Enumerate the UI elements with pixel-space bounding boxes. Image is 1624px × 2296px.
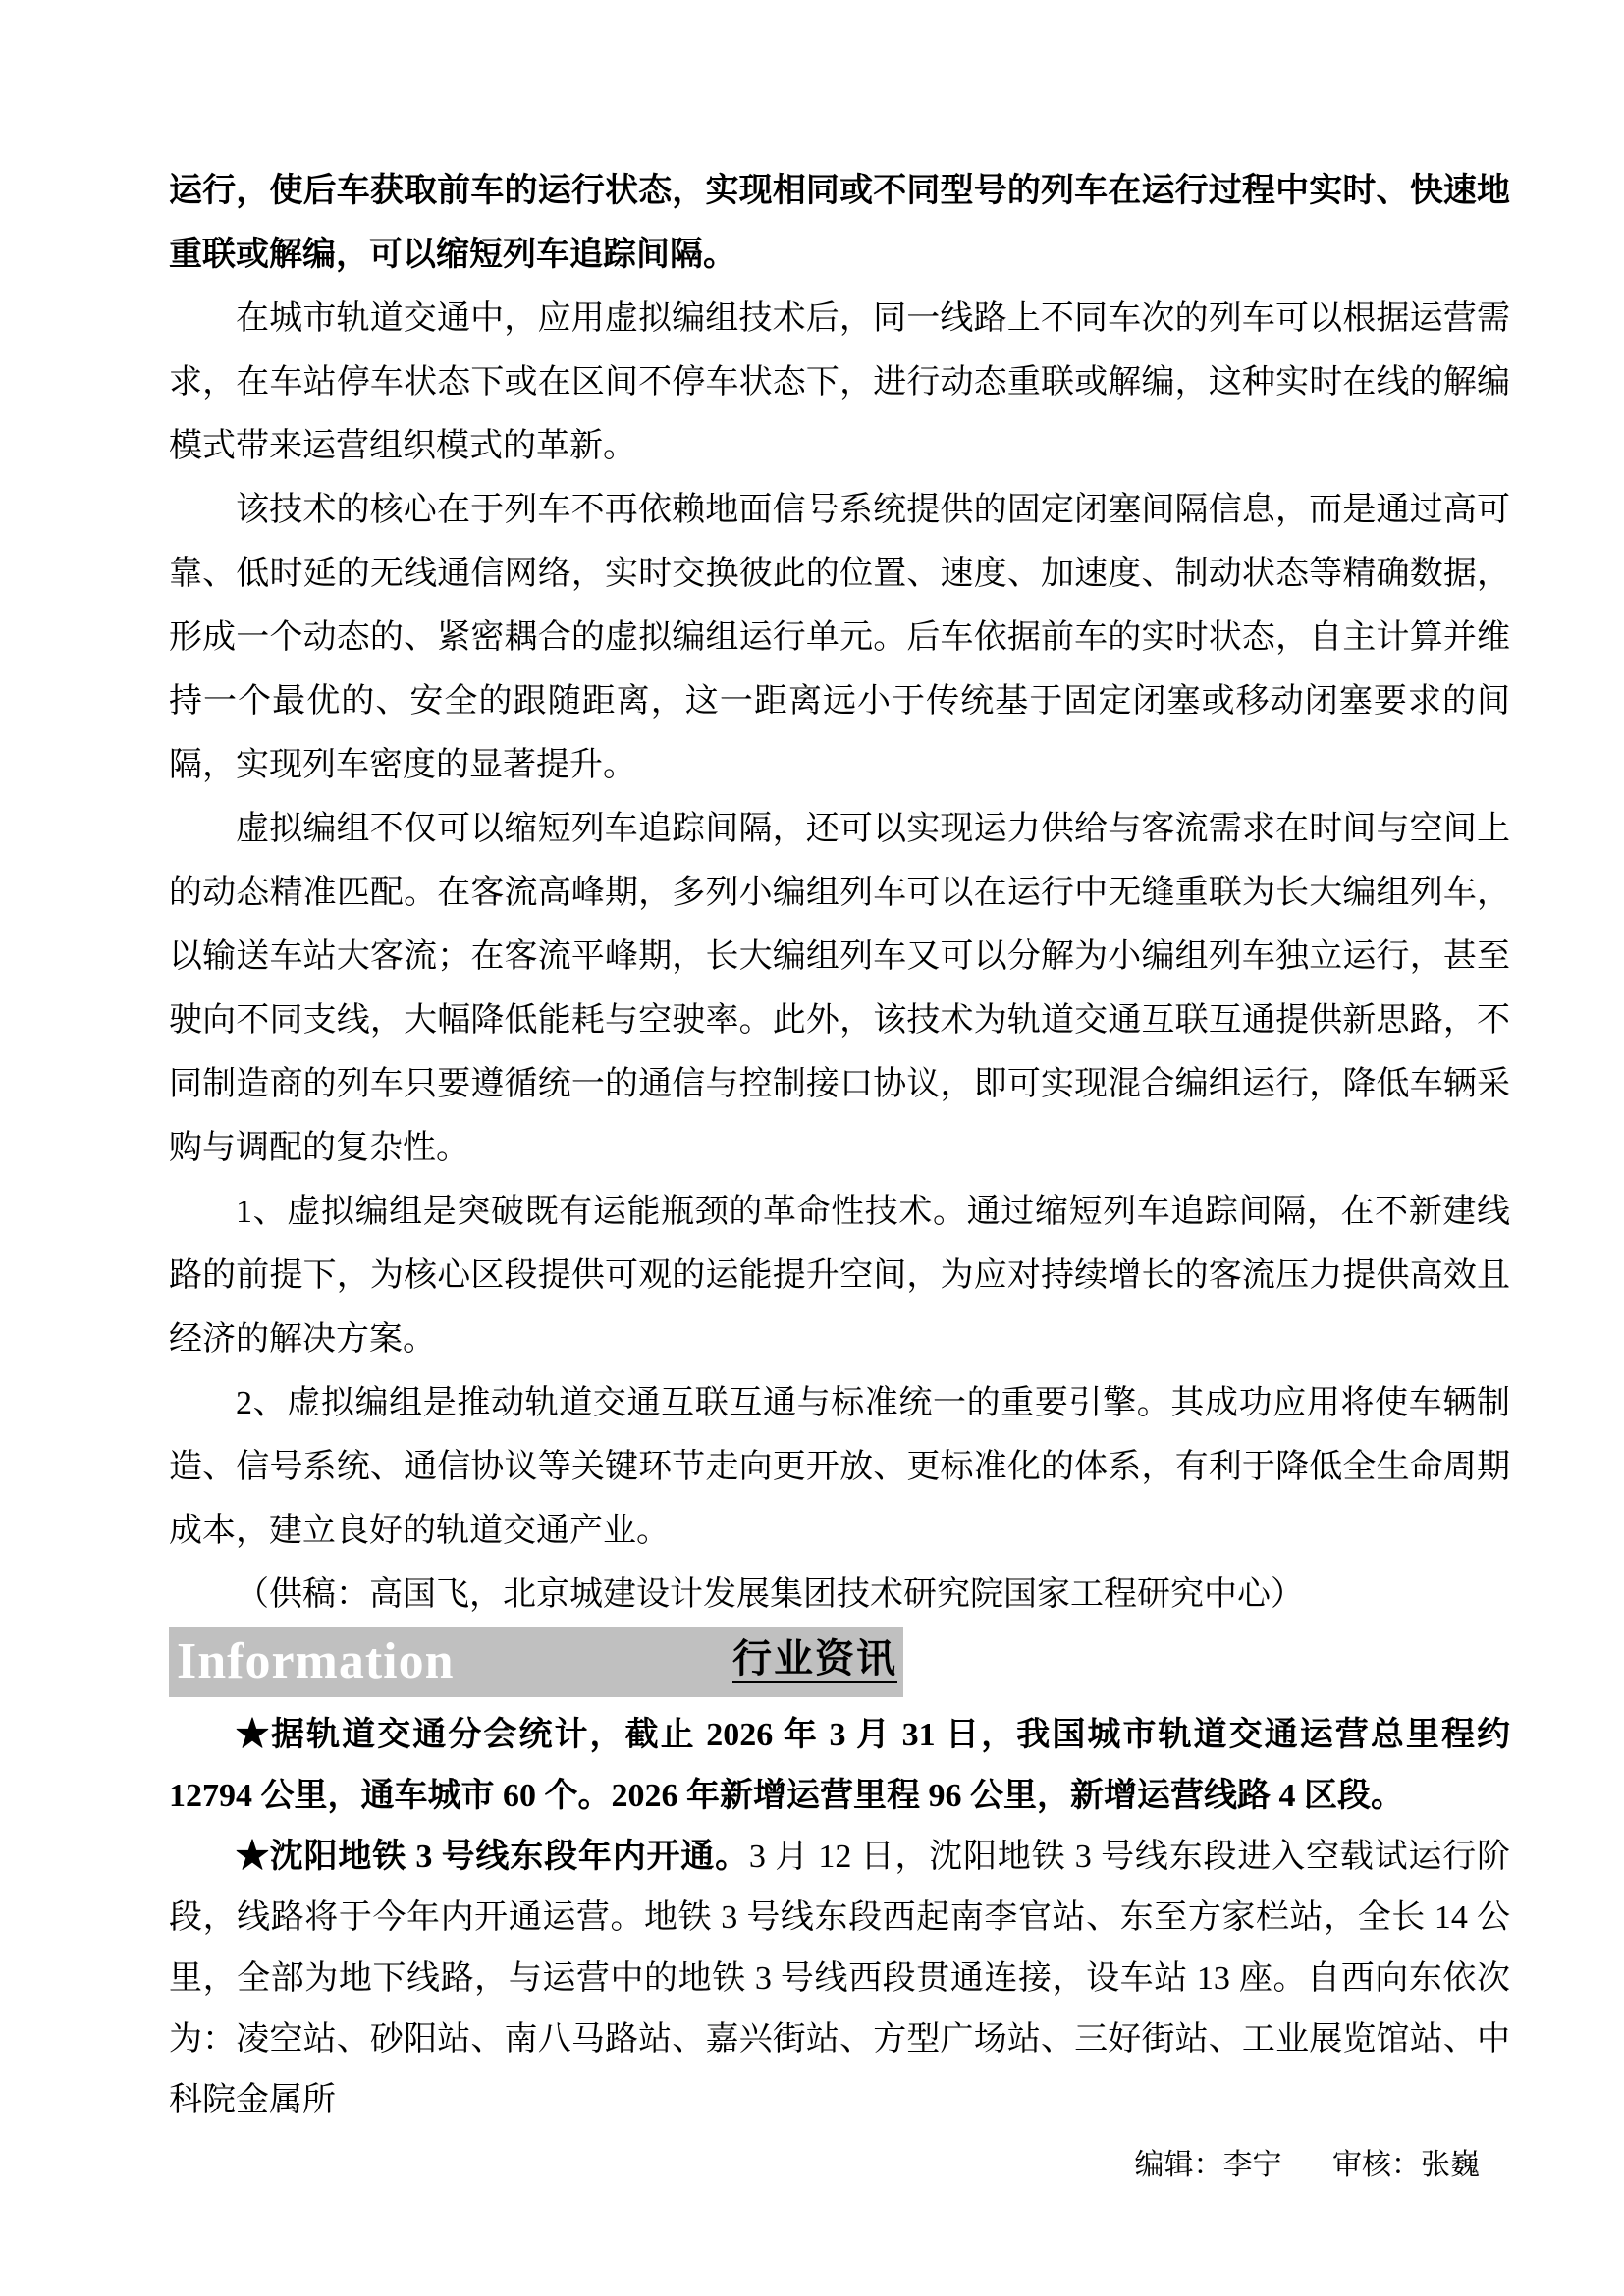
paragraph-continued-bold: 运行，使后车获取前车的运行状态，实现相同或不同型号的列车在运行过程中实时、快速地重联或解编，可以缩短列车追踪间隔。 [169,173,1510,273]
contributor-line: （供稿：高国飞，北京城建设计发展集团技术研究院国家工程研究中心） [236,1576,1304,1613]
paragraph-core-technology: 该技术的核心在于列车不再依赖地面信号系统提供的固定闭塞间隔信息，而是通过高可靠、低时延的无线通信网络，实时交换彼此的位置、速度、加速度、制动状态等精确数据，形成一个动态的、紧密耦合的虚拟编组运行单元。后车依据前车的实时状态，自主计算并维持一个最优的、安全的跟随距离，这一距离远小于传统基于固定闭塞或移动闭塞要求的间隔，实现列车密度的显著提升。 [169,492,1510,783]
paragraph-point-1: 1、虚拟编组是突破既有运能瓶颈的革命性技术。通过缩短列车追踪间隔，在不新建线路的前提下，为核心区段提供可观的运能提升空间，为应对持续增长的客流压力提供高效且经济的解决方案。 [169,1194,1510,1358]
news-item-shenyang-line3 [169,1827,1510,2131]
section-banner [169,1627,903,1697]
section-title-chinese: 行业资讯 [732,1636,897,1681]
section-title-english: Information [177,1633,455,1689]
news-item-statistics: ★据轨道交通分会统计，截止 2026 年 3 月 31 日，我国城市轨道交通运营总里程约 12794 公里，通车城市 60 个。2026 年新增运营里程 96 公里，新增运营线路 4 区段。 [169,1717,1510,1814]
reviewer-credit: 审核：张巍 [1332,2149,1480,2181]
paragraph-point-2: 2、虚拟编组是推动轨道交通互联互通与标准统一的重要引擎。其成功应用将使车辆制造、信号系统、通信协议等关键环节走向更开放、更标准化的体系，有利于降低全生命周期成本，建立良好的轨道交通产业。 [169,1385,1510,1549]
news-item-shenyang-headline: ★沈阳地铁 3 号线东段年内开通。 [236,1839,749,1875]
paragraph-virtual-coupling-intro: 在城市轨道交通中，应用虚拟编组技术后，同一线路上不同车次的列车可以根据运营需求，在车站停车状态下或在区间不停车状态下，进行动态重联或解编，这种实时在线的解编模式带来运营组织模式的革新。 [169,300,1510,464]
page-footer [1135,2144,1481,2187]
news-item-shenyang-body: 3 月 12 日，沈阳地铁 3 号线东段进入空载试运行阶段，线路将于今年内开通运营。地铁 3 号线东段西起南李官站、东至方家栏站，全长 14 公里，全部为地下线路，与运营中的地铁 3 号线西段贯通连接，设车站 13 座。自西向东依次为：凌空站、砂阳站、南八马路站、嘉兴街站、方型广场站、三好街站、工业展览馆站、中科院金属所 [169,1839,1510,2118]
article-body [169,159,1510,2131]
paragraph-capacity-matching: 虚拟编组不仅可以缩短列车追踪间隔，还可以实现运力供给与客流需求在时间与空间上的动态精准匹配。在客流高峰期，多列小编组列车可以在运行中无缝重联为长大编组列车，以输送车站大客流；在客流平峰期，长大编组列车又可以分解为小编组列车独立运行，甚至驶向不同支线，大幅降低能耗与空驶率。此外，该技术为轨道交通互联互通提供新思路，不同制造商的列车只要遵循统一的通信与控制接口协议，即可实现混合编组运行，降低车辆采购与调配的复杂性。 [169,811,1510,1166]
editor-credit: 编辑：李宁 [1134,2149,1282,2181]
